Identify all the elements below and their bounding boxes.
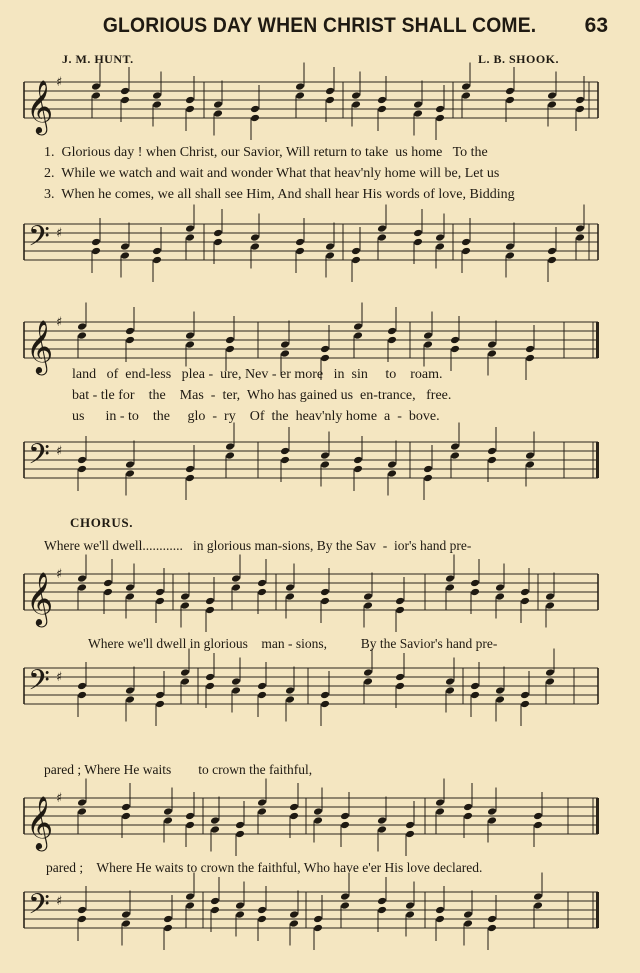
- verse-3-line-a: 3. When he comes, we all shall see Him, And shall hear His words of love, Bidding: [44, 187, 515, 202]
- page-number: 63: [584, 14, 608, 37]
- chorus-text-line-4: pared ; Where He waits to crown the faithful, Who have e'er His love declared.: [46, 860, 483, 875]
- sharp-icon: ♯: [56, 791, 63, 806]
- treble-clef-icon: 𝄞: [26, 795, 54, 849]
- lyricist-credit: J. M. HUNT.: [62, 52, 134, 66]
- sharp-icon: ♯: [56, 894, 63, 909]
- treble-clef-icon: 𝄞: [26, 571, 54, 625]
- sharp-icon: ♯: [56, 567, 63, 582]
- hymn-title: GLORIOUS DAY WHEN CHRIST SHALL COME.: [103, 14, 537, 37]
- chorus-text-line-3: pared ; Where He waits to crown the faithful,: [44, 762, 313, 777]
- bass-staff-1: [0, 212, 640, 282]
- bass-clef-icon: 𝄢: [28, 888, 50, 928]
- sharp-icon: ♯: [56, 226, 63, 241]
- sharp-icon: ♯: [56, 444, 63, 459]
- sharp-icon: ♯: [56, 75, 63, 90]
- treble-clef-icon: 𝄞: [26, 319, 54, 373]
- verse-2-line-a: 2. While we watch and wait and wonder What that heav'nly home will be, Let us: [44, 166, 500, 181]
- treble-staff-4: [0, 784, 640, 864]
- treble-staff-3: [0, 560, 640, 640]
- chorus-text-line-2: Where we'll dwell in glorious man - sions, By the Savior's hand pre-: [88, 636, 498, 651]
- verse-1-line-a: 1. Glorious day ! when Christ, our Savior, Will return to take us home To the: [44, 145, 488, 160]
- bass-clef-icon: 𝄢: [28, 438, 50, 478]
- bass-staff-3: [0, 656, 640, 726]
- sharp-icon: ♯: [56, 670, 63, 685]
- bass-clef-icon: 𝄢: [28, 220, 50, 260]
- bass-clef-icon: 𝄢: [28, 664, 50, 704]
- sharp-icon: ♯: [56, 315, 63, 330]
- chorus-text-line-1: Where we'll dwell............ in glorious man-sions, By the Sav - ior's hand pre-: [44, 538, 472, 553]
- composer-credit: L. B. SHOOK.: [478, 52, 560, 66]
- verse-1-line-b: land of end-less plea - ure, Nev - er more in sin to roam.: [72, 367, 443, 382]
- chorus-label: CHORUS.: [70, 515, 134, 530]
- verse-2-line-b: bat - tle for the Mas - ter, Who has gained us en-trance, free.: [72, 388, 452, 403]
- bass-staff-2: [0, 430, 640, 500]
- treble-staff-1: [0, 68, 640, 148]
- verse-3-line-b: us in - to the glo - ry Of the heav'nly home a - bove.: [72, 409, 440, 424]
- treble-clef-icon: 𝄞: [26, 79, 54, 133]
- bass-staff-4: [0, 880, 640, 950]
